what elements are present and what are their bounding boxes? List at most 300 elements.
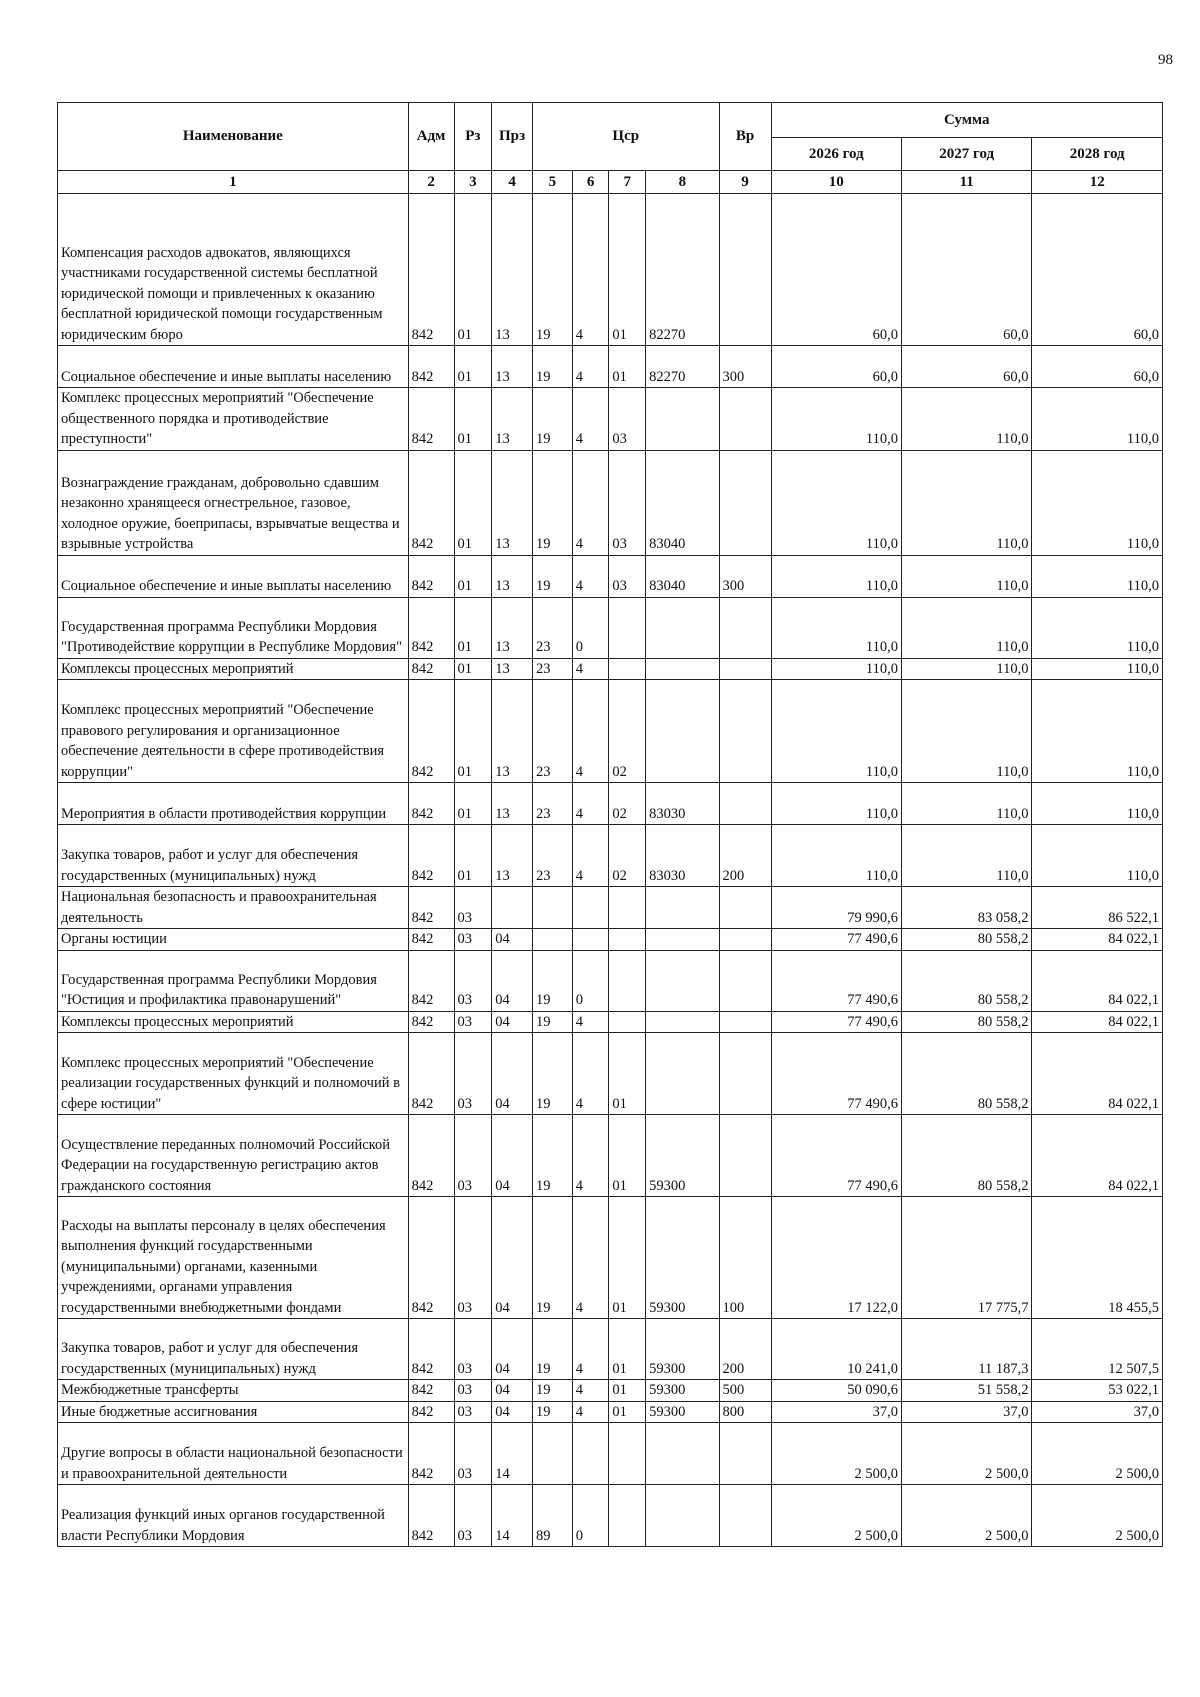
header-rz: Рз [454, 103, 492, 171]
row-name: Компенсация расходов адвокатов, являющихся участниками государственной системы бесплатной юридической помощи и привлеченных к оказанию бесплатной юридической помощи государственным юридическим бюро [58, 194, 409, 346]
row-vr [719, 1033, 771, 1115]
row-amount-2026: 79 990,6 [771, 887, 901, 929]
row-name: Межбюджетные трансферты [58, 1380, 409, 1402]
row-csr-complex: 01 [609, 346, 646, 388]
row-rz: 01 [454, 597, 492, 658]
row-vr: 500 [719, 1380, 771, 1402]
row-amount-2027: 17 775,7 [901, 1197, 1031, 1319]
row-adm: 842 [408, 450, 454, 555]
row-amount-2027: 2 500,0 [901, 1485, 1031, 1547]
row-adm: 842 [408, 194, 454, 346]
row-prz: 13 [492, 825, 533, 887]
row-amount-2026: 37,0 [771, 1401, 901, 1423]
row-rz: 03 [454, 1423, 492, 1485]
row-amount-2028: 110,0 [1032, 450, 1163, 555]
column-number: 3 [454, 171, 492, 194]
row-amount-2026: 110,0 [771, 555, 901, 597]
row-adm: 842 [408, 658, 454, 680]
row-amount-2026: 110,0 [771, 597, 901, 658]
row-csr-type: 4 [572, 658, 609, 680]
row-amount-2027: 80 558,2 [901, 1115, 1031, 1197]
row-csr-complex [609, 1011, 646, 1033]
row-csr-complex [609, 887, 646, 929]
row-csr-complex: 03 [609, 555, 646, 597]
row-vr [719, 1115, 771, 1197]
column-number: 8 [646, 171, 719, 194]
row-amount-2026: 110,0 [771, 680, 901, 783]
row-rz: 03 [454, 1197, 492, 1319]
table-row [58, 346, 1163, 388]
row-csr-program: 19 [532, 450, 572, 555]
row-prz: 13 [492, 597, 533, 658]
table-row [58, 1011, 1163, 1033]
row-rz: 01 [454, 194, 492, 346]
row-prz: 04 [492, 1011, 533, 1033]
row-csr-type [572, 929, 609, 951]
header-sum: Сумма [771, 103, 1162, 138]
row-amount-2028: 110,0 [1032, 388, 1163, 451]
row-name: Расходы на выплаты персоналу в целях обеспечения выполнения функций государственными (муниципальными) органами, казенными учреждениями, органами управления государственными внебюджетными фондами [58, 1197, 409, 1319]
table-header [58, 103, 1163, 194]
row-amount-2027: 83 058,2 [901, 887, 1031, 929]
row-amount-2027: 110,0 [901, 680, 1031, 783]
row-csr-program: 19 [532, 388, 572, 451]
row-rz: 03 [454, 1115, 492, 1197]
row-adm: 842 [408, 783, 454, 825]
row-amount-2027: 110,0 [901, 825, 1031, 887]
table-row [58, 1423, 1163, 1485]
column-number: 2 [408, 171, 454, 194]
column-number: 7 [609, 171, 646, 194]
row-rz: 01 [454, 555, 492, 597]
column-number: 10 [771, 171, 901, 194]
row-amount-2026: 110,0 [771, 450, 901, 555]
row-name: Государственная программа Республики Мордовия "Юстиция и профилактика правонарушений" [58, 950, 409, 1011]
row-name: Осуществление переданных полномочий Российской Федерации на государственную регистрацию актов гражданского состояния [58, 1115, 409, 1197]
row-prz: 13 [492, 194, 533, 346]
row-adm: 842 [408, 1197, 454, 1319]
row-name: Комплекс процессных мероприятий "Обеспечение реализации государственных функций и полномочий в сфере юстиции" [58, 1033, 409, 1115]
row-adm: 842 [408, 825, 454, 887]
row-rz: 01 [454, 680, 492, 783]
row-csr-type: 4 [572, 388, 609, 451]
budget-table [57, 102, 1163, 1547]
row-vr [719, 680, 771, 783]
row-csr-complex: 03 [609, 450, 646, 555]
row-name: Комплекс процессных мероприятий "Обеспечение общественного порядка и противодействие преступности" [58, 388, 409, 451]
row-vr: 200 [719, 1319, 771, 1380]
row-vr: 200 [719, 825, 771, 887]
row-amount-2026: 17 122,0 [771, 1197, 901, 1319]
row-vr [719, 887, 771, 929]
row-amount-2028: 84 022,1 [1032, 1011, 1163, 1033]
column-number: 1 [58, 171, 409, 194]
row-prz: 04 [492, 1033, 533, 1115]
row-adm: 842 [408, 555, 454, 597]
row-prz: 13 [492, 658, 533, 680]
row-amount-2026: 50 090,6 [771, 1380, 901, 1402]
row-csr-complex: 01 [609, 1033, 646, 1115]
row-amount-2028: 84 022,1 [1032, 1115, 1163, 1197]
row-amount-2027: 60,0 [901, 194, 1031, 346]
row-amount-2027: 80 558,2 [901, 950, 1031, 1011]
table-row [58, 929, 1163, 951]
row-csr-program [532, 887, 572, 929]
row-amount-2026: 60,0 [771, 346, 901, 388]
row-csr-program [532, 929, 572, 951]
row-amount-2027: 80 558,2 [901, 1011, 1031, 1033]
row-prz: 13 [492, 783, 533, 825]
row-prz: 04 [492, 1401, 533, 1423]
row-amount-2028: 110,0 [1032, 825, 1163, 887]
row-vr [719, 388, 771, 451]
row-rz: 03 [454, 1401, 492, 1423]
row-adm: 842 [408, 929, 454, 951]
page-number: 98 [1158, 52, 1173, 68]
row-rz: 03 [454, 950, 492, 1011]
row-csr-program: 19 [532, 1033, 572, 1115]
row-rz: 03 [454, 1011, 492, 1033]
header-adm: Адм [408, 103, 454, 171]
row-name: Комплексы процессных мероприятий [58, 1011, 409, 1033]
row-rz: 03 [454, 929, 492, 951]
table-row [58, 1319, 1163, 1380]
row-csr-direction: 82270 [646, 346, 719, 388]
row-csr-program: 19 [532, 1319, 572, 1380]
row-csr-direction: 83030 [646, 783, 719, 825]
row-csr-program: 19 [532, 1401, 572, 1423]
row-csr-direction: 82270 [646, 194, 719, 346]
row-csr-direction: 83030 [646, 825, 719, 887]
row-adm: 842 [408, 1380, 454, 1402]
column-number: 12 [1032, 171, 1163, 194]
row-csr-complex [609, 929, 646, 951]
row-csr-direction [646, 1011, 719, 1033]
row-csr-type: 4 [572, 1011, 609, 1033]
row-csr-complex [609, 597, 646, 658]
row-csr-complex: 02 [609, 680, 646, 783]
row-name: Комплексы процессных мероприятий [58, 658, 409, 680]
row-amount-2027: 110,0 [901, 388, 1031, 451]
row-csr-type: 4 [572, 1033, 609, 1115]
row-name: Органы юстиции [58, 929, 409, 951]
row-prz: 13 [492, 346, 533, 388]
table-row [58, 658, 1163, 680]
row-csr-complex: 02 [609, 825, 646, 887]
column-number: 4 [492, 171, 533, 194]
row-prz: 13 [492, 680, 533, 783]
row-amount-2028: 110,0 [1032, 597, 1163, 658]
header-name: Наименование [58, 103, 409, 171]
row-csr-program: 19 [532, 950, 572, 1011]
table-row [58, 194, 1163, 346]
row-csr-complex: 01 [609, 1380, 646, 1402]
row-amount-2027: 110,0 [901, 783, 1031, 825]
row-amount-2026: 77 490,6 [771, 929, 901, 951]
row-csr-direction: 59300 [646, 1380, 719, 1402]
row-csr-type: 0 [572, 1485, 609, 1547]
row-vr [719, 950, 771, 1011]
row-prz: 13 [492, 388, 533, 451]
row-amount-2027: 110,0 [901, 658, 1031, 680]
row-vr: 800 [719, 1401, 771, 1423]
row-amount-2026: 10 241,0 [771, 1319, 901, 1380]
row-csr-direction [646, 388, 719, 451]
row-csr-program: 19 [532, 346, 572, 388]
row-amount-2027: 60,0 [901, 346, 1031, 388]
row-name: Другие вопросы в области национальной безопасности и правоохранительной деятельности [58, 1423, 409, 1485]
row-adm: 842 [408, 1011, 454, 1033]
column-number: 6 [572, 171, 609, 194]
column-number-row [58, 171, 1163, 194]
table-row [58, 1197, 1163, 1319]
row-amount-2027: 2 500,0 [901, 1423, 1031, 1485]
row-csr-direction [646, 1423, 719, 1485]
row-vr [719, 658, 771, 680]
row-csr-direction: 83040 [646, 555, 719, 597]
row-prz: 13 [492, 555, 533, 597]
row-amount-2026: 2 500,0 [771, 1423, 901, 1485]
row-name: Мероприятия в области противодействия коррупции [58, 783, 409, 825]
row-csr-type: 4 [572, 680, 609, 783]
row-csr-direction [646, 929, 719, 951]
row-csr-complex: 01 [609, 1197, 646, 1319]
row-csr-direction [646, 1033, 719, 1115]
row-name: Социальное обеспечение и иные выплаты населению [58, 346, 409, 388]
row-amount-2028: 110,0 [1032, 783, 1163, 825]
row-vr [719, 929, 771, 951]
row-rz: 03 [454, 887, 492, 929]
row-csr-type: 4 [572, 450, 609, 555]
row-prz: 14 [492, 1485, 533, 1547]
row-csr-program: 23 [532, 658, 572, 680]
table-body [58, 194, 1163, 1547]
row-amount-2028: 2 500,0 [1032, 1485, 1163, 1547]
row-csr-program: 23 [532, 680, 572, 783]
row-csr-direction [646, 680, 719, 783]
row-vr: 300 [719, 346, 771, 388]
row-csr-complex [609, 658, 646, 680]
row-csr-type [572, 1423, 609, 1485]
row-amount-2028: 84 022,1 [1032, 1033, 1163, 1115]
row-name: Иные бюджетные ассигнования [58, 1401, 409, 1423]
row-name: Государственная программа Республики Мордовия "Противодействие коррупции в Республике Мордовия" [58, 597, 409, 658]
row-amount-2026: 60,0 [771, 194, 901, 346]
row-csr-type: 4 [572, 1319, 609, 1380]
row-amount-2028: 2 500,0 [1032, 1423, 1163, 1485]
row-vr [719, 1011, 771, 1033]
row-prz: 04 [492, 950, 533, 1011]
header-prz: Прз [492, 103, 533, 171]
row-csr-program: 19 [532, 1011, 572, 1033]
row-name: Национальная безопасность и правоохранительная деятельность [58, 887, 409, 929]
table-row [58, 783, 1163, 825]
row-amount-2026: 2 500,0 [771, 1485, 901, 1547]
column-number: 11 [901, 171, 1031, 194]
header-year-2027: 2027 год [901, 138, 1031, 171]
table-row [58, 388, 1163, 451]
row-csr-type: 0 [572, 950, 609, 1011]
row-csr-direction: 59300 [646, 1197, 719, 1319]
row-vr [719, 194, 771, 346]
column-number: 5 [532, 171, 572, 194]
row-adm: 842 [408, 388, 454, 451]
row-csr-program: 19 [532, 1380, 572, 1402]
row-amount-2027: 80 558,2 [901, 1033, 1031, 1115]
row-csr-type: 4 [572, 346, 609, 388]
header-year-2028: 2028 год [1032, 138, 1163, 171]
row-csr-program: 23 [532, 597, 572, 658]
row-name: Вознаграждение гражданам, добровольно сдавшим незаконно хранящееся огнестрельное, газовое, холодное оружие, боеприпасы, взрывчатые вещества и взрывные устройства [58, 450, 409, 555]
table-row [58, 1115, 1163, 1197]
row-adm: 842 [408, 346, 454, 388]
row-name: Комплекс процессных мероприятий "Обеспечение правового регулирования и организационное обеспечение деятельности в сфере противодействия коррупции" [58, 680, 409, 783]
row-csr-direction: 83040 [646, 450, 719, 555]
header-year-2026: 2026 год [771, 138, 901, 171]
table-row [58, 450, 1163, 555]
row-rz: 01 [454, 450, 492, 555]
row-amount-2028: 110,0 [1032, 555, 1163, 597]
row-csr-direction [646, 887, 719, 929]
row-vr [719, 597, 771, 658]
row-amount-2026: 77 490,6 [771, 950, 901, 1011]
row-adm: 842 [408, 1423, 454, 1485]
row-name: Социальное обеспечение и иные выплаты населению [58, 555, 409, 597]
row-amount-2028: 110,0 [1032, 680, 1163, 783]
table-row [58, 950, 1163, 1011]
row-amount-2026: 77 490,6 [771, 1033, 901, 1115]
row-csr-complex [609, 950, 646, 1011]
row-rz: 01 [454, 658, 492, 680]
row-adm: 842 [408, 597, 454, 658]
row-csr-direction [646, 658, 719, 680]
table-row [58, 1401, 1163, 1423]
row-csr-program: 23 [532, 783, 572, 825]
row-prz: 04 [492, 1197, 533, 1319]
row-adm: 842 [408, 950, 454, 1011]
row-rz: 03 [454, 1033, 492, 1115]
row-amount-2028: 37,0 [1032, 1401, 1163, 1423]
row-prz: 04 [492, 1319, 533, 1380]
row-adm: 842 [408, 1319, 454, 1380]
row-prz: 04 [492, 1380, 533, 1402]
row-rz: 01 [454, 388, 492, 451]
table-row [58, 597, 1163, 658]
row-csr-program: 23 [532, 825, 572, 887]
row-vr [719, 783, 771, 825]
row-rz: 01 [454, 346, 492, 388]
header-csr: Цср [532, 103, 719, 171]
row-csr-complex: 01 [609, 1319, 646, 1380]
row-amount-2027: 80 558,2 [901, 929, 1031, 951]
row-vr [719, 450, 771, 555]
row-amount-2026: 110,0 [771, 825, 901, 887]
row-rz: 01 [454, 783, 492, 825]
row-prz [492, 887, 533, 929]
column-number: 9 [719, 171, 771, 194]
row-amount-2028: 86 522,1 [1032, 887, 1163, 929]
row-csr-direction: 59300 [646, 1401, 719, 1423]
row-csr-complex [609, 1423, 646, 1485]
row-adm: 842 [408, 1485, 454, 1547]
row-prz: 14 [492, 1423, 533, 1485]
row-csr-type: 4 [572, 1115, 609, 1197]
row-amount-2028: 60,0 [1032, 346, 1163, 388]
row-rz: 01 [454, 825, 492, 887]
row-adm: 842 [408, 680, 454, 783]
row-csr-direction: 59300 [646, 1319, 719, 1380]
table-row [58, 825, 1163, 887]
row-vr [719, 1423, 771, 1485]
table-row [58, 680, 1163, 783]
row-name: Закупка товаров, работ и услуг для обеспечения государственных (муниципальных) нужд [58, 1319, 409, 1380]
row-csr-direction: 59300 [646, 1115, 719, 1197]
row-csr-type: 4 [572, 783, 609, 825]
row-adm: 842 [408, 887, 454, 929]
header-vr: Вр [719, 103, 771, 171]
row-rz: 03 [454, 1319, 492, 1380]
row-amount-2027: 37,0 [901, 1401, 1031, 1423]
table-row [58, 1485, 1163, 1547]
row-csr-direction [646, 950, 719, 1011]
row-csr-complex: 01 [609, 1115, 646, 1197]
row-rz: 03 [454, 1380, 492, 1402]
row-csr-type: 4 [572, 555, 609, 597]
row-amount-2028: 12 507,5 [1032, 1319, 1163, 1380]
row-name: Реализация функций иных органов государственной власти Республики Мордовия [58, 1485, 409, 1547]
row-csr-type [572, 887, 609, 929]
row-csr-direction [646, 597, 719, 658]
row-amount-2028: 84 022,1 [1032, 950, 1163, 1011]
row-amount-2026: 77 490,6 [771, 1115, 901, 1197]
row-amount-2027: 110,0 [901, 555, 1031, 597]
row-csr-program: 89 [532, 1485, 572, 1547]
row-amount-2026: 77 490,6 [771, 1011, 901, 1033]
row-prz: 04 [492, 1115, 533, 1197]
row-name: Закупка товаров, работ и услуг для обеспечения государственных (муниципальных) нужд [58, 825, 409, 887]
row-prz: 13 [492, 450, 533, 555]
row-vr [719, 1485, 771, 1547]
row-amount-2028: 18 455,5 [1032, 1197, 1163, 1319]
row-csr-type: 4 [572, 1197, 609, 1319]
row-adm: 842 [408, 1401, 454, 1423]
row-csr-complex: 02 [609, 783, 646, 825]
row-amount-2028: 60,0 [1032, 194, 1163, 346]
row-amount-2027: 11 187,3 [901, 1319, 1031, 1380]
row-csr-program: 19 [532, 1197, 572, 1319]
row-vr: 100 [719, 1197, 771, 1319]
row-amount-2028: 110,0 [1032, 658, 1163, 680]
row-amount-2028: 84 022,1 [1032, 929, 1163, 951]
row-prz: 04 [492, 929, 533, 951]
row-csr-program: 19 [532, 194, 572, 346]
row-csr-program: 19 [532, 1115, 572, 1197]
row-amount-2026: 110,0 [771, 658, 901, 680]
table-row [58, 887, 1163, 929]
row-csr-complex: 01 [609, 1401, 646, 1423]
row-csr-type: 4 [572, 1401, 609, 1423]
row-csr-program [532, 1423, 572, 1485]
row-csr-complex [609, 1485, 646, 1547]
row-amount-2028: 53 022,1 [1032, 1380, 1163, 1402]
table-row [58, 555, 1163, 597]
row-csr-type: 4 [572, 194, 609, 346]
row-csr-program: 19 [532, 555, 572, 597]
row-csr-complex: 01 [609, 194, 646, 346]
row-amount-2027: 110,0 [901, 597, 1031, 658]
row-amount-2027: 110,0 [901, 450, 1031, 555]
row-amount-2026: 110,0 [771, 783, 901, 825]
